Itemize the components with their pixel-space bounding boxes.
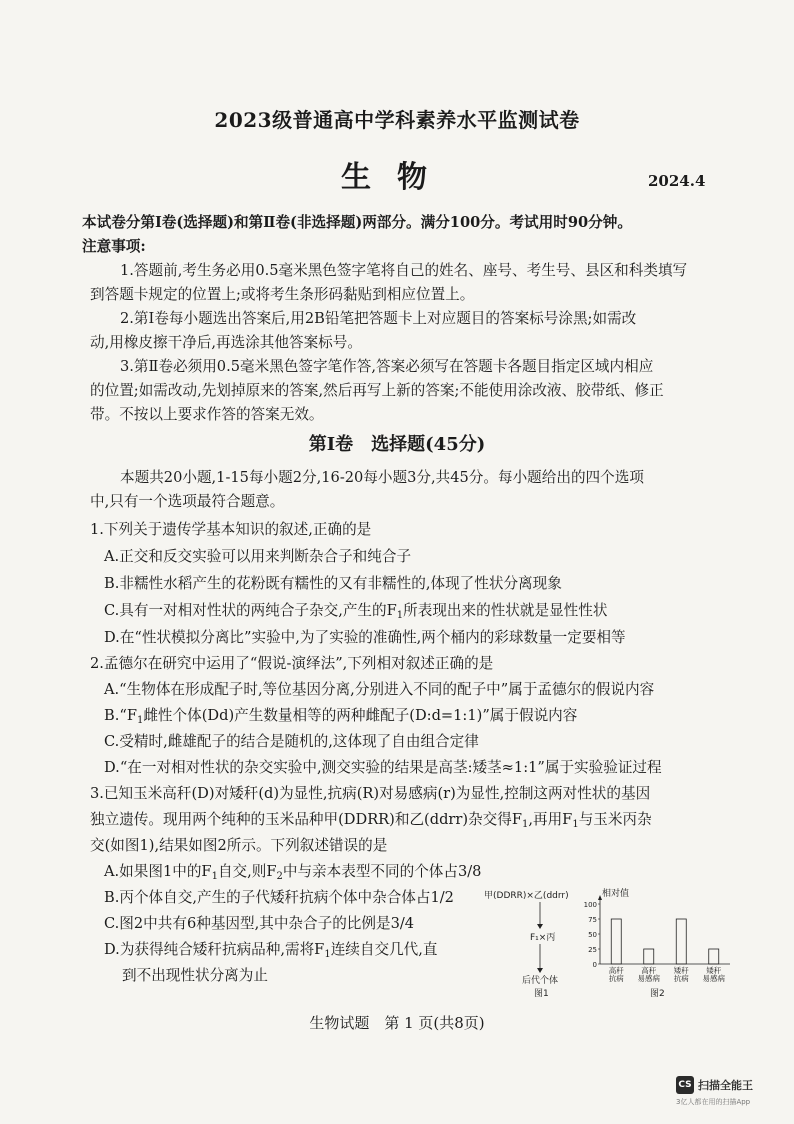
scanner-app-name: 扫描全能王 [698,1079,753,1092]
chart-y-tick-label: 0 [592,961,597,969]
chart-category-label: 抗病 [673,974,689,983]
q1-stem: 1.下列关于遗传学基本知识的叙述,正确的是 [90,521,372,538]
subscript: 1 [521,819,529,830]
chart-category-labels [609,965,726,983]
note-3-line-3: 带。不按以上要求作答的答案无效。 [90,406,324,423]
chart-bar [644,949,654,964]
section-desc-line-1: 本题共20小题,1-15每小题2分,16-20每小题3分,共45分。每小题给出的四个选项 [120,469,644,486]
note-3-line-2: 的位置;如需改动,先划掉原来的答案,然后再写上新的答案;不能使用涂改液、胶带纸、修正 [90,382,664,399]
scanner-logo-icon: CS [676,1076,694,1094]
chart-category-label: 高秆 [641,966,657,975]
chart-y-tick-label: 50 [588,931,597,939]
notes-heading: 注意事项: [82,238,146,255]
q3-option-b: B.丙个体自交,产生的子代矮秆抗病个体中杂合体占1/2 [104,889,454,906]
figure-1-cross-diagram [482,886,582,1026]
q1-option-c [104,599,607,623]
figure-2-bar-chart [580,886,740,1026]
q1-option-b: B.非糯性水稻产生的花粉既有糯性的又有非糯性的,体现了性状分离现象 [104,575,562,592]
scanner-slogan: 3亿人都在用的扫描App [676,1098,751,1106]
subscript: 1 [396,610,404,621]
q3-stem-line-3: 交(如图1),结果如图2所示。下列叙述错误的是 [90,837,388,854]
figure-1-parent-cross: 甲(DDRR)×乙(ddrr) [484,891,569,901]
chart-category-label: 抗病 [608,974,624,983]
chart-category-label: 易感病 [637,974,660,983]
chart-y-tick-label: 25 [588,946,597,954]
q3-option-a-mid: 自交,则F [217,863,277,880]
figure-1-f1-cross: F₁×丙 [530,933,556,943]
subscript: 1 [324,949,331,960]
q2-option-a: A.“生物体在形成配子时,等位基因分离,分别进入不同的配子中”属于孟德尔的假说内容 [104,681,655,698]
q2-option-b [104,704,577,728]
q3-option-c: C.图2中共有6种基因型,其中杂合子的比例是3/4 [104,915,415,932]
chart-bar [709,949,719,964]
q2-option-c: C.受精时,雌雄配子的结合是随机的,这体现了自由组合定律 [104,733,479,750]
arrow-down-icon [537,968,543,973]
chart-y-axis-label: 相对值 [602,889,630,899]
q2-option-b-post: 雌性个体(Dd)产生数量相等的两种雌配子(D:d=1:1)”属于假说内容 [143,707,578,724]
q2-option-b-pre: B.“F [104,707,137,724]
intro-text: 本试卷分第Ⅰ卷(选择题)和第Ⅱ卷(非选择题)两部分。满分100分。考试用时90分钟。 [82,214,632,231]
subscript: 2 [276,871,283,882]
chart-category-label: 矮秆 [673,966,689,975]
note-3-line-1: 3.第Ⅱ卷必须用0.5毫米黑色签字笔作答,答案必须写在答题卡各题目指定区域内相应 [120,358,654,375]
q3-stem-line-1: 3.已知玉米高秆(D)对矮秆(d)为显性,抗病(R)对易感病(r)为显性,控制这两对性状的基因 [90,785,651,802]
q3-stem-line-2-pre: 独立遗传。现用两个纯种的玉米品种甲(DDRR)和乙(ddrr)杂交得F [90,811,522,828]
subscript: 1 [572,819,579,830]
subscript: 1 [136,715,144,726]
figure-1-caption: 图1 [534,989,549,999]
exam-date: 2024.4 [648,172,706,190]
q3-option-a [104,860,481,884]
page-footer: 生物试题 第 1 页(共8页) [309,1014,485,1032]
subject-title: 生物 [341,160,453,195]
section-title: 第Ⅰ卷 选择题(45分) [308,434,486,455]
q3-option-d-pre: D.为获得纯合矮秆抗病品种,需将F [104,941,325,958]
q3-stem-line-2 [90,808,652,832]
chart-category-label: 高秆 [608,966,624,975]
note-1-line-1: 1.答题前,考生务必用0.5毫米黑色签字笔将自己的姓名、座号、考生号、县区和科类填写 [120,262,688,279]
chart-bars [611,919,719,964]
q1-option-c-post: 所表现出来的性状就是显性性状 [403,602,608,619]
q3-option-d-line-2: 到不出现性状分离为止 [122,967,268,984]
subscript: 1 [211,871,218,882]
chart-category-label: 矮秆 [706,966,722,975]
note-2-line-1: 2.第Ⅰ卷每小题选出答案后,用2B铅笔把答题卡上对应题目的答案标号涂黑;如需改 [120,310,637,327]
q3-option-a-pre: A.如果图1中的F [104,863,212,880]
q1-option-c-pre: C.具有一对相对性状的两纯合子杂交,产生的F [104,602,397,619]
q3-stem-line-2-mid: ,再用F [528,811,573,828]
q1-option-d: D.在“性状模拟分离比”实验中,为了实验的准确性,两个桶内的彩球数量一定要相等 [104,629,626,646]
q3-option-a-post: 中与亲本表型不同的个体占3/8 [282,863,482,880]
note-1-line-2: 到答题卡规定的位置上;或将考生条形码黏贴到相应位置上。 [90,286,475,303]
q1-option-a: A.正交和反交实验可以用来判断杂合子和纯合子 [104,548,412,565]
chart-y-ticks [584,901,600,969]
exam-title: 2023级普通高中学科素养水平监测试卷 [214,108,580,132]
note-2-line-2: 动,用橡皮擦干净后,再选涂其他答案标号。 [90,334,362,351]
figure-2-caption: 图2 [650,989,665,999]
figure-1-offspring: 后代个体 [522,976,559,986]
section-desc-line-2: 中,只有一个选项最符合题意。 [90,493,285,510]
chart-y-tick-label: 75 [588,916,597,924]
chart-y-tick-label: 100 [583,901,597,909]
chart-bar [676,919,686,964]
scanner-watermark [676,1073,786,1109]
q3-stem-line-2-post: 与玉米丙杂 [578,811,652,828]
q3-option-d-post: 连续自交几代,直 [330,941,438,958]
arrow-down-icon [537,924,543,929]
q2-option-d: D.“在一对相对性状的杂交实验中,测交实验的结果是高茎:矮茎≈1:1”属于实验验证过程 [104,759,662,776]
q3-option-d [104,938,437,962]
q2-stem: 2.孟德尔在研究中运用了“假说-演绎法”,下列相对叙述正确的是 [90,655,494,672]
chart-bar [611,919,621,964]
chart-category-label: 易感病 [702,974,725,983]
chart-axes [598,895,730,964]
